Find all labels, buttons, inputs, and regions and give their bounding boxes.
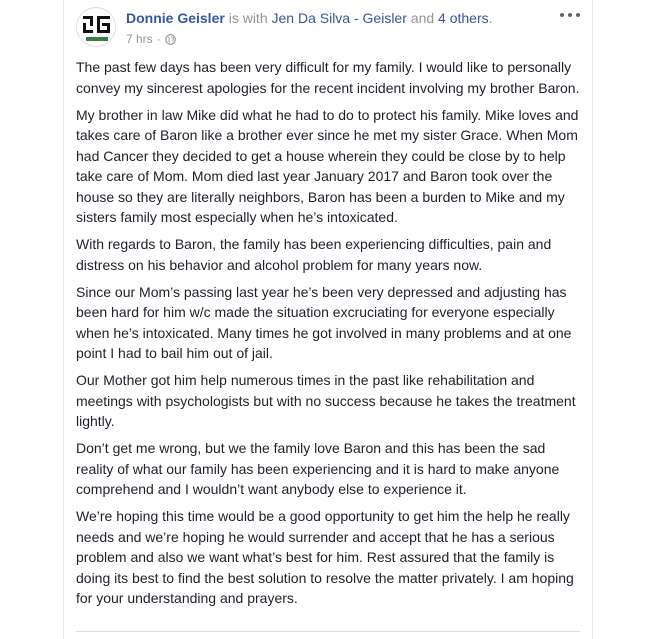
globe-icon[interactable] — [165, 34, 176, 45]
avatar[interactable] — [76, 7, 116, 47]
more-dot-2 — [568, 13, 572, 17]
tagged-person-link[interactable]: Jen Da Silva - Geisler — [271, 10, 407, 26]
timestamp-link[interactable]: 7 hrs — [126, 32, 153, 46]
post-divider — [76, 631, 580, 632]
post-paragraph-7: We’re hoping this time would be a good opportunity to get him the help he really needs and we’re hoping he would surrender and accept that he has a serious problem and also we want what’s best for him. Rest assured that the family is doing its best to find the best solution to resolve the matter privately. I am hoping for your understanding and prayers. — [76, 508, 574, 606]
post-paragraph-3: With regards to Baron, the family has been experiencing difficulties, pain and distress on his behavior and alcohol problem for many years now. — [76, 236, 552, 273]
post-paragraph-4: Since our Mom’s passing last year he’s been very depressed and adjusting has been hard for him w/c made the situation excruciating for everyone especially when he’s intoxicated. Many times he got involved in many problems and at one point I had to bail him out of jail. — [76, 283, 572, 361]
post-paragraph-5: Our Mother got him help numerous times in the past like rehabilitation and meetings with psychologists but with no success because he takes the treatment lightly. — [76, 372, 576, 429]
more-dot-3 — [576, 13, 580, 17]
meta-separator: · — [156, 32, 161, 46]
post-paragraph-1: The past few days has been very difficult for my family. I would like to personally convey my sincerest apologies for the recent incident involving my brother Baron. — [76, 59, 580, 96]
and-text: and — [406, 10, 439, 26]
post-paragraph-6: Don’t get me wrong, but we the family love Baron and this has been the sad reality of what our family has been experiencing and it is hard to make anyone comprehend and I wouldn’t want anybody else to experience it. — [76, 440, 560, 497]
author-line — [126, 9, 493, 27]
author-name-link[interactable]: Donnie Geisler — [126, 10, 225, 26]
others-link[interactable]: 4 others — [438, 10, 489, 26]
post-header — [76, 7, 580, 47]
post-meta — [126, 31, 176, 47]
post-body — [76, 57, 582, 615]
more-options-icon[interactable] — [560, 9, 580, 21]
with-text: is with — [224, 10, 272, 26]
post-paragraph-2: My brother in law Mike did what he had to do to protect his family. Mike loves and takes care of Baron like a brother ever since he met my sister Grace. When Mom had Cancer they decided to get a house wherein they could be close by to help take care of Mom. Mom died last year January 2017 and Baron took over the house so they are literally neighbors, Baron has been a burden to Mike and my sisters family most especially when he’s intoxicated. — [76, 106, 579, 225]
post-card — [63, 0, 593, 639]
more-dot-1 — [560, 13, 564, 17]
period-text: . — [488, 10, 493, 26]
avatar-logo-icon — [77, 8, 116, 47]
